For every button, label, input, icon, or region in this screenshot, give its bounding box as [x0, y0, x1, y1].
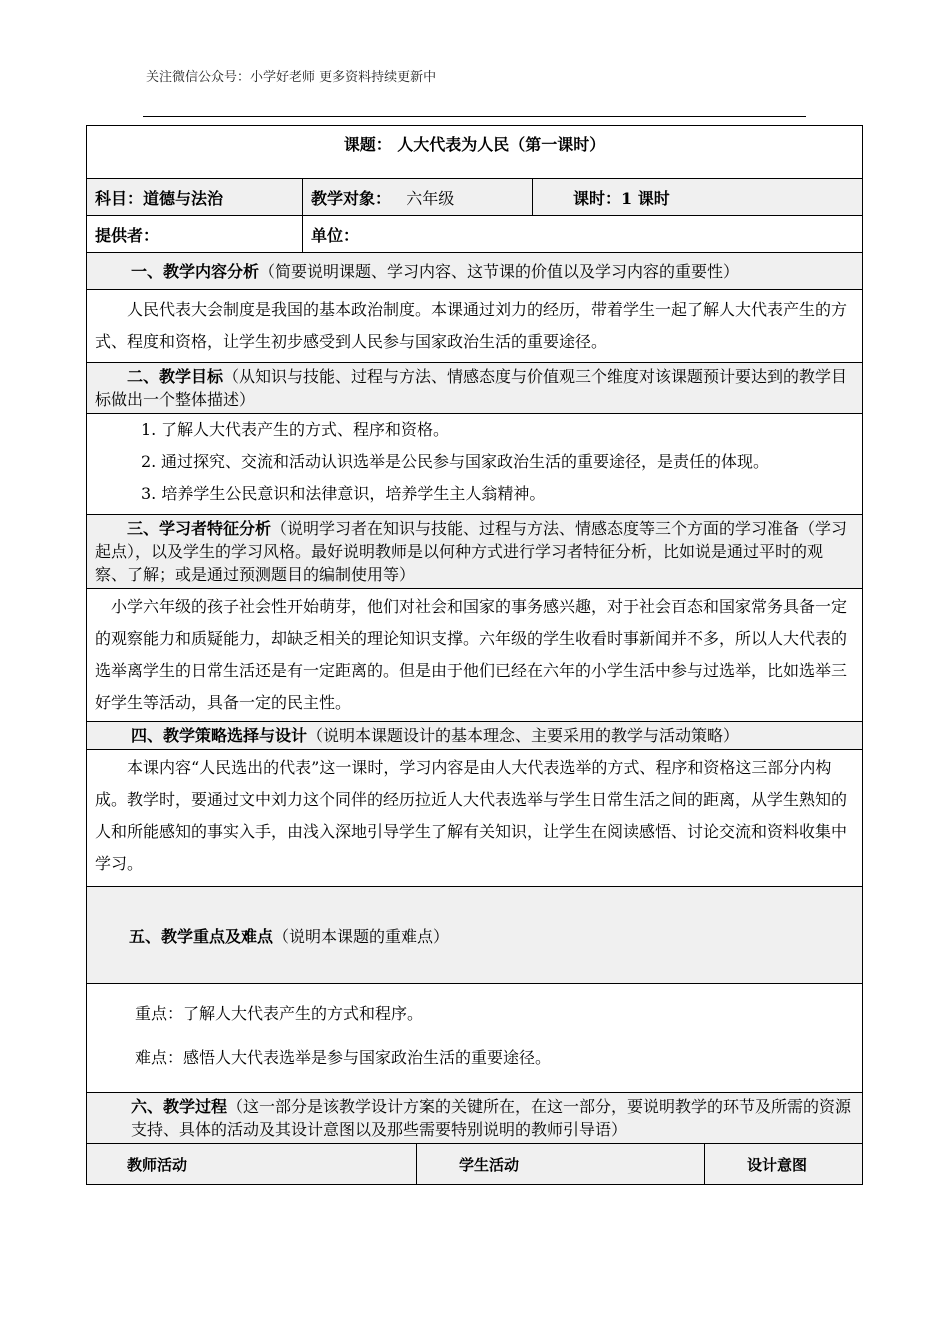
hours-cell: 课时：1 课时	[533, 179, 863, 216]
section-6-heading	[87, 1093, 863, 1144]
audience-cell	[303, 179, 533, 216]
goal-number: 1.	[141, 420, 157, 439]
goal-number: 2.	[141, 452, 157, 471]
col-teacher-activity: 教师活动	[87, 1144, 417, 1185]
col-design-intent: 设计意图	[705, 1144, 863, 1185]
section-1-label: 一、教学内容分析	[131, 261, 260, 281]
section-6-label: 六、教学过程	[131, 1097, 228, 1116]
goal-text: 了解人大代表产生的方式、程序和资格。	[161, 420, 450, 439]
section-1-hint: （简要说明课题、学习内容、这节课的价值以及学习内容的重要性）	[259, 261, 740, 281]
section-5-hint: （说明本课题的重难点）	[273, 926, 450, 946]
section-3-hint: （说明学习者在知识与技能、过程与方法、情感态度等三个方面的学习准备（学习起点），以及学生的学习风格。最好说明教师是以何种方式进行学习者特征分析，比如说是通过平时的观察、了解；或是通过预测题目的编制使用等）	[95, 519, 848, 584]
section-6-hint: （这一部分是该教学设计方案的关键所在，在这一部分，要说明教学的环节及所需的资源支持、具体的活动及其设计意图以及那些需要特别说明的教师引导语）	[131, 1097, 852, 1139]
section-1-heading	[87, 253, 863, 290]
section-4-hint: （说明本课题设计的基本理念、主要采用的教学与活动策略）	[307, 726, 740, 745]
lesson-title: 课题： 人大代表为人民（第一课时）	[87, 126, 863, 179]
section-2-heading	[87, 363, 863, 414]
section-5-body	[87, 984, 863, 1093]
audience-label: 教学对象：	[311, 188, 392, 208]
col-student-activity: 学生活动	[417, 1144, 705, 1185]
unit-cell: 单位：	[303, 216, 863, 253]
header-rule	[143, 116, 806, 117]
section-2-body	[87, 414, 863, 515]
section-4-label: 四、教学策略选择与设计	[131, 726, 308, 745]
section-2-label: 二、教学目标	[127, 367, 224, 386]
section-4-body: 本课内容“人民选出的代表”这一课时，学习内容是由人大代表选举的方式、程序和资格这三部分内构成。教学时，要通过文中刘力这个同伴的经历拉近人大代表选举与学生日常生活之间的距离，从学生熟知的人和所能感知的事实入手，由浅入深地引导学生了解有关知识，让学生在阅读感悟、讨论交流和资料收集中学习。	[87, 750, 863, 887]
section-3-label: 三、学习者特征分析	[127, 519, 272, 538]
section-1-body: 人民代表大会制度是我国的基本政治制度。本课通过刘力的经历，带着学生一起了解人大代表产生的方式、程度和资格，让学生初步感受到人民参与国家政治生活的重要途径。	[87, 290, 863, 363]
section-2-hint: （从知识与技能、过程与方法、情感态度与价值观三个维度对该课题预计要达到的教学目标做出一个整体描述）	[95, 367, 848, 409]
section-4-heading	[87, 722, 863, 750]
subject-cell: 科目：道德与法治	[87, 179, 303, 216]
section-5-heading	[87, 887, 863, 984]
goal-item	[95, 446, 854, 478]
goals-list	[95, 414, 854, 478]
lesson-plan-table	[86, 125, 863, 1185]
difficult-point: 难点：感悟人大代表选举是参与国家政治生活的重要途径。	[135, 1048, 552, 1067]
goal-text: 通过探究、交流和活动认识选举是公民参与国家政治生活的重要途径，是责任的体现。	[161, 452, 770, 471]
key-point: 重点：了解人大代表产生的方式和程序。	[135, 1004, 424, 1023]
section-3-body: 小学六年级的孩子社会性开始萌芽，他们对社会和国家的事务感兴趣，对于社会百态和国家常务具备一定的观察能力和质疑能力，却缺乏相关的理论知识支撑。六年级的学生收看时事新闻并不多，所以人大代表的选举离学生的日常生活还是有一定距离的。但是由于他们已经在六年的小学生活中参与过选举，比如选举三好学生等活动，具备一定的民主性。	[87, 589, 863, 722]
goal-item-3: 3. 培养学生公民意识和法律意识，培养学生主人翁精神。	[141, 484, 546, 503]
header-note: 关注微信公众号：小学好老师 更多资料持续更新中	[146, 70, 437, 85]
section-3-heading	[87, 515, 863, 589]
section-5-label: 五、教学重点及难点	[129, 926, 274, 946]
provider-cell: 提供者：	[87, 216, 303, 253]
audience-value: 六年级	[406, 188, 455, 208]
goal-item	[95, 414, 854, 446]
